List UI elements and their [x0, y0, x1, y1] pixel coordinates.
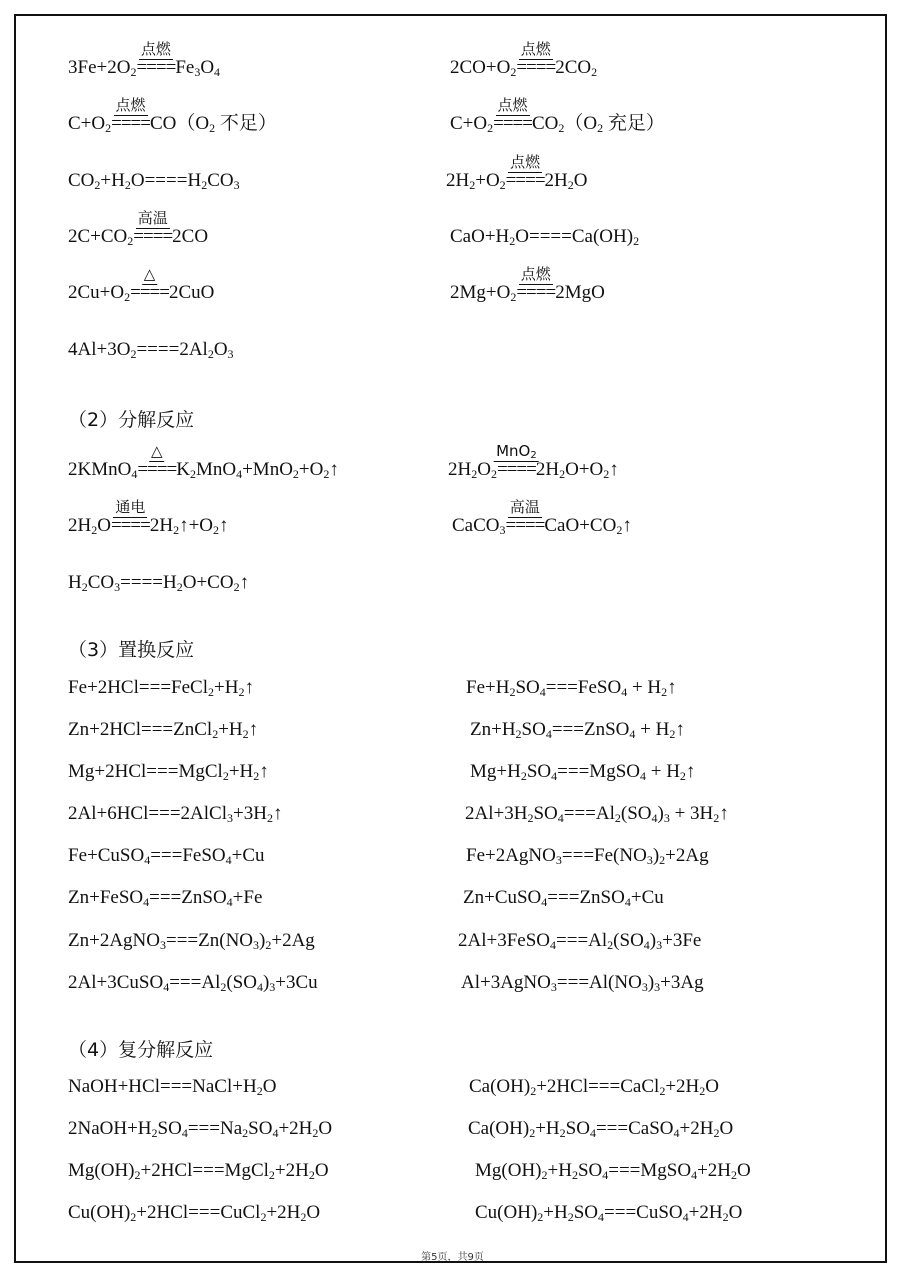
equation-double-decomposition-r7: $Cu(OH)_2+2HCl===CuCl_2+2H_2O$: [68, 1202, 321, 1224]
equation-replacement-r14: $2Al+3FeSO_4===Al_2(SO_4)_3+3Fe$: [458, 930, 702, 952]
reaction-arrow: 点燃 ====: [516, 264, 556, 303]
reaction-condition: 高温: [136, 210, 170, 229]
equation-replacement-r6: $Mg+H_2SO_4===MgSO_4$ + $H_2↑$: [470, 761, 696, 783]
heading-double-decomposition: （4）复分解反应: [68, 1039, 214, 1061]
reaction-arrow: 点燃 ====: [136, 39, 176, 78]
reaction-condition: 高温: [508, 499, 542, 518]
reaction-arrow: 高温 ====: [505, 497, 545, 536]
equation-replacement-r16: $Al+3AgNO_3===Al(NO_3)_3+3Ag$: [461, 972, 704, 994]
heading-replacement: （3）置换反应: [68, 639, 195, 661]
equation-combination-r3: $C+O_2$ 点燃 $====CO(O_2$ 不足）: [68, 95, 277, 135]
reaction-arrow: 点燃 ====: [505, 152, 545, 191]
equation-double-decomposition-r3: $2NaOH+H_2SO_4===Na_2SO_4+2H_2O$: [68, 1118, 333, 1140]
equation-replacement-r8: $2Al+3H_2SO_4===Al_2(SO_4)_3$ + $3H_2↑$: [465, 803, 729, 825]
reaction-condition: 点燃: [139, 41, 173, 60]
equation-replacement-r12: Zn+CuSO$_4$===ZnSO$_4$+Cu: [463, 887, 664, 909]
heading-decomposition: （2）分解反应: [68, 409, 195, 431]
reaction-arrow: △ ====: [130, 264, 169, 303]
equation-combination-r11: $4Al+3O_2====2Al_2O_3$: [68, 339, 234, 361]
equation-decomposition-r2: $2H_2O_2$ MnO$_2$ $====2H_2O+O_2↑$: [448, 441, 619, 481]
equation-replacement-r4: $Zn+H_2SO_4===ZnSO_4$ + $H_2↑$: [470, 719, 685, 741]
equation-combination-r8: $CaO+H_2O====Ca(OH)_2$: [450, 226, 640, 248]
equation-replacement-r1: $Fe+2HCl===FeCl_2+H_2↑$: [68, 677, 254, 699]
equation-decomposition-r3: $2H_2O$ 通电 $====2H_2↑+O_2↑$: [68, 497, 229, 537]
reaction-arrow: MnO$_2$ ====: [496, 441, 537, 480]
page-footer: 第5页，共9页: [421, 1252, 484, 1263]
equation-replacement-r7: $2Al+6HCl===2AlCl_3+3H_2↑$: [68, 803, 283, 825]
equation-combination-r6: $2H_2+O_2$ 点燃 $====2H_2O$: [446, 152, 588, 192]
equation-double-decomposition-r1: $NaOH+HCl===NaCl+H_2O$: [68, 1076, 277, 1098]
equation-double-decomposition-r5: $Mg(OH)_2+2HCl===MgCl_2+2H_2O$: [68, 1160, 329, 1182]
reaction-arrow: 高温 ====: [133, 208, 173, 247]
reaction-condition: 点燃: [114, 97, 148, 116]
reaction-arrow: 点燃 ====: [493, 95, 532, 134]
equation-combination-r1: $3Fe+2O_2$ 点燃 $====Fe_3O_4$: [68, 39, 221, 79]
equation-replacement-r15: $2Al+3CuSO_4===Al_2(SO_4)_3+3Cu$: [68, 972, 318, 994]
equation-replacement-r3: $Zn+2HCl===ZnCl_2+H_2↑$: [68, 719, 259, 741]
equation-replacement-r13: $Zn+2AgNO_3===Zn(NO_3)_2+2Ag$: [68, 930, 315, 952]
reaction-arrow: 点燃 ====: [516, 39, 556, 78]
equation-replacement-r11: Zn+FeSO$_4$===ZnSO$_4$+Fe: [68, 887, 263, 909]
equation-double-decomposition-r6: $Mg(OH)_2+H_2SO_4===MgSO_4+2H_2O$: [475, 1160, 751, 1182]
equation-replacement-r9: Fe+CuSO$_4$===FeSO$_4$+Cu: [68, 845, 265, 867]
equation-combination-r5: $CO_2+H_2O====H_2CO_3$: [68, 170, 240, 192]
reaction-condition: 点燃: [519, 41, 553, 60]
reaction-condition: 点燃: [508, 154, 542, 173]
reaction-condition: 点燃: [496, 97, 530, 116]
equation-double-decomposition-r2: $Ca(OH)_2+2HCl===CaCl_2+2H_2O$: [469, 1076, 719, 1098]
reaction-condition: MnO$_2$: [496, 441, 537, 461]
equation-replacement-r5: $Mg+2HCl===MgCl_2+H_2↑$: [68, 761, 269, 783]
equation-replacement-r10: $Fe+2AgNO_3===Fe(NO_3)_2+2Ag$: [466, 845, 709, 867]
equation-combination-r2: $2CO+O_2$ 点燃 $====2CO_2$: [450, 39, 598, 79]
reaction-arrow: 点燃 ====: [111, 95, 150, 134]
equation-decomposition-r5: $H_2CO_3====H_2O+CO_2↑$: [68, 572, 250, 594]
reaction-condition: △: [142, 266, 158, 285]
reaction-condition: 点燃: [519, 266, 553, 285]
equation-decomposition-r1: 2KMnO$_4$ △ $====K_2MnO_4+MnO_2+O_2↑$: [68, 441, 339, 481]
reaction-arrow: 通电 ====: [110, 497, 150, 536]
reaction-condition: △: [149, 443, 165, 462]
reaction-condition: 通电: [113, 499, 147, 518]
equation-combination-r10: $2Mg+O_2$ 点燃 ====2MgO: [450, 264, 605, 304]
equation-double-decomposition-r4: $Ca(OH)_2+H_2SO_4===CaSO_4+2H_2O$: [468, 1118, 734, 1140]
equation-combination-r4: $C+O_2$ 点燃 $====CO_2(O_2$ 充足）: [450, 95, 665, 135]
reaction-arrow: △ ====: [137, 441, 177, 480]
equation-combination-r7: $2C+CO_2$ 高温 ====2CO: [68, 208, 209, 248]
equation-decomposition-r4: CaCO$_3$ 高温 $====CaO+CO_2↑$: [452, 497, 632, 537]
equation-combination-r9: $2Cu+O_2$ △ ====2CuO: [68, 264, 215, 304]
equation-double-decomposition-r8: $Cu(OH)_2+H_2SO_4===CuSO_4+2H_2O$: [475, 1202, 743, 1224]
equation-replacement-r2: $Fe+H_2SO_4===FeSO_4$ + $H_2↑$: [466, 677, 677, 699]
